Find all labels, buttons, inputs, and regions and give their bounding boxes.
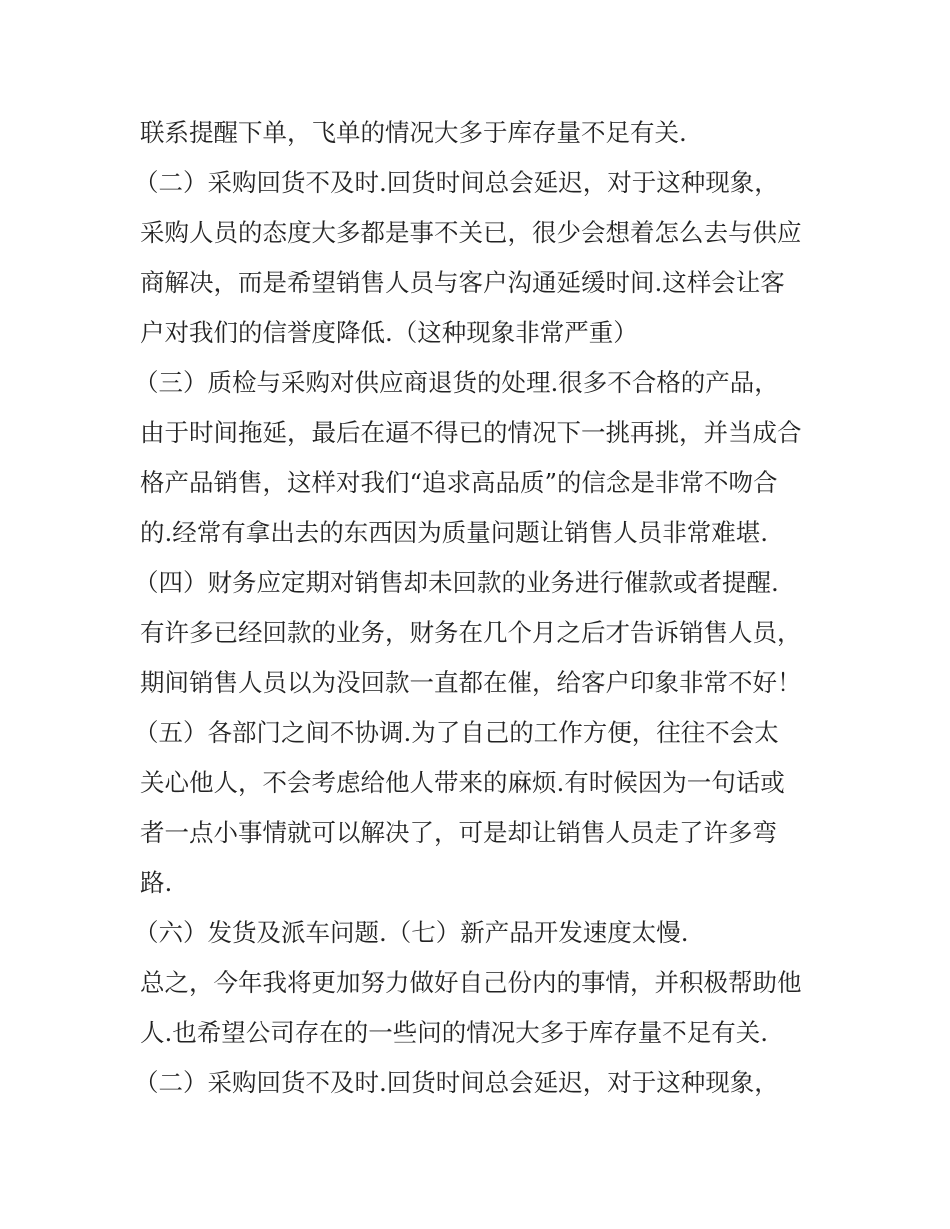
- text-line-3: 采购人员的态度大多都是事不关已，很少会想着怎么去与供应: [140, 218, 802, 247]
- text-line-10: （四）财务应定期对销售却未回款的业务进行催款或者提醒.: [134, 568, 779, 597]
- text-line-1: 联系提醒下单，飞单的情况大多于库存量不足有关.: [140, 118, 687, 147]
- text-line-5: 户对我们的信誉度降低.（这种现象非常严重）: [140, 318, 638, 347]
- text-line-2: （二）采购回货不及时.回货时间总会延迟，对于这种现象，: [134, 168, 779, 197]
- text-line-20: （二）采购回货不及时.回货时间总会延迟，对于这种现象，: [134, 1068, 779, 1097]
- text-line-6: （三）质检与采购对供应商退货的处理.很多不合格的产品，: [134, 368, 779, 397]
- text-line-19: 人.也希望公司存在的一些问的情况大多于库存量不足有关.: [140, 1018, 769, 1047]
- text-line-15: 者一点小事情就可以解决了，可是却让销售人员走了许多弯: [140, 818, 777, 847]
- text-line-12: 期间销售人员以为没回款一直都在催，给客户印象非常不好！: [140, 668, 802, 697]
- text-line-7: 由于时间拖延，最后在逼不得已的情况下一挑再挑，并当成合: [140, 418, 802, 447]
- document-body: [134, 108, 830, 1108]
- text-line-11: 有许多已经回款的业务，财务在几个月之后才告诉销售人员，: [140, 618, 802, 647]
- text-line-17: （六）发货及派车问题.（七）新产品开发速度太慢.: [134, 918, 689, 947]
- text-line-8: 格产品销售，这样对我们“追求高品质”的信念是非常不吻合: [140, 468, 778, 497]
- text-line-14: 关心他人，不会考虑给他人带来的麻烦.有时候因为一句话或: [140, 768, 785, 797]
- text-line-13: （五）各部门之间不协调.为了自己的工作方便，往往不会太: [134, 718, 779, 747]
- text-line-16: 路.: [140, 868, 173, 897]
- text-line-18: 总之，今年我将更加努力做好自己份内的事情，并积极帮助他: [140, 968, 802, 997]
- text-line-9: 的.经常有拿出去的东西因为质量问题让销售人员非常难堪.: [140, 518, 769, 547]
- text-line-4: 商解决，而是希望销售人员与客户沟通延缓时间.这样会让客: [140, 268, 785, 297]
